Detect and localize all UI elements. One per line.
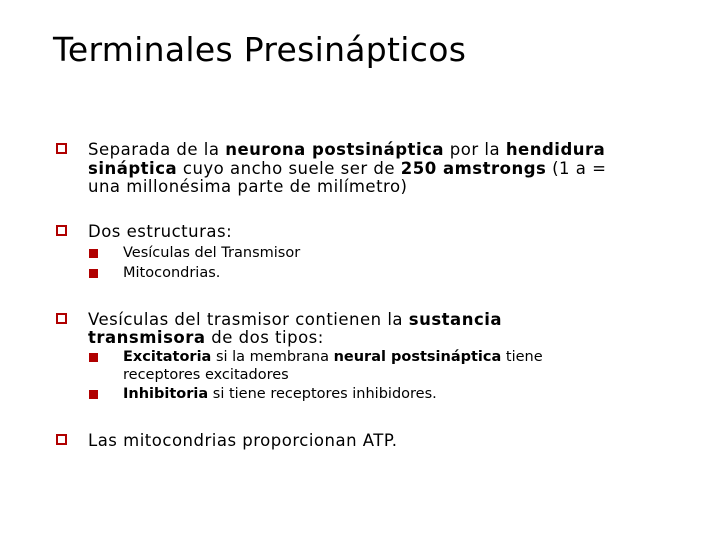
item1-line1: Separada de la neurona postsináptica por la hendidura (88, 140, 606, 159)
item3-sub1-line1: Excitatoria si la membrana neural postsináptica tiene (123, 349, 543, 365)
hollow-square-bullet-icon (56, 225, 67, 236)
hollow-square-bullet-icon (56, 434, 67, 445)
item2-text: Dos estructuras: (88, 222, 233, 241)
item4-text: Las mitocondrias proporcionan ATP. (88, 431, 398, 450)
filled-square-bullet-icon (89, 249, 98, 258)
item2-sub2: Mitocondrias. (123, 265, 221, 281)
item3-line1: Vesículas del trasmisor contienen la sustancia (88, 310, 503, 329)
filled-square-bullet-icon (89, 353, 98, 362)
item1-line2: sináptica cuyo ancho suele ser de 250 amstrongs (1 a = (88, 159, 607, 178)
item3-sub1-line2: receptores excitadores (123, 367, 289, 383)
item2-sub1: Vesículas del Transmisor (123, 245, 301, 261)
hollow-square-bullet-icon (56, 313, 67, 324)
item3-line2: transmisora de dos tipos: (88, 328, 324, 347)
hollow-square-bullet-icon (56, 143, 67, 154)
slide-title: Terminales Presinápticos (53, 30, 467, 69)
item3-sub2: Inhibitoria si tiene receptores inhibidores. (123, 386, 437, 402)
filled-square-bullet-icon (89, 390, 98, 399)
item1-line3: una millonésima parte de milímetro) (88, 177, 408, 196)
filled-square-bullet-icon (89, 269, 98, 278)
